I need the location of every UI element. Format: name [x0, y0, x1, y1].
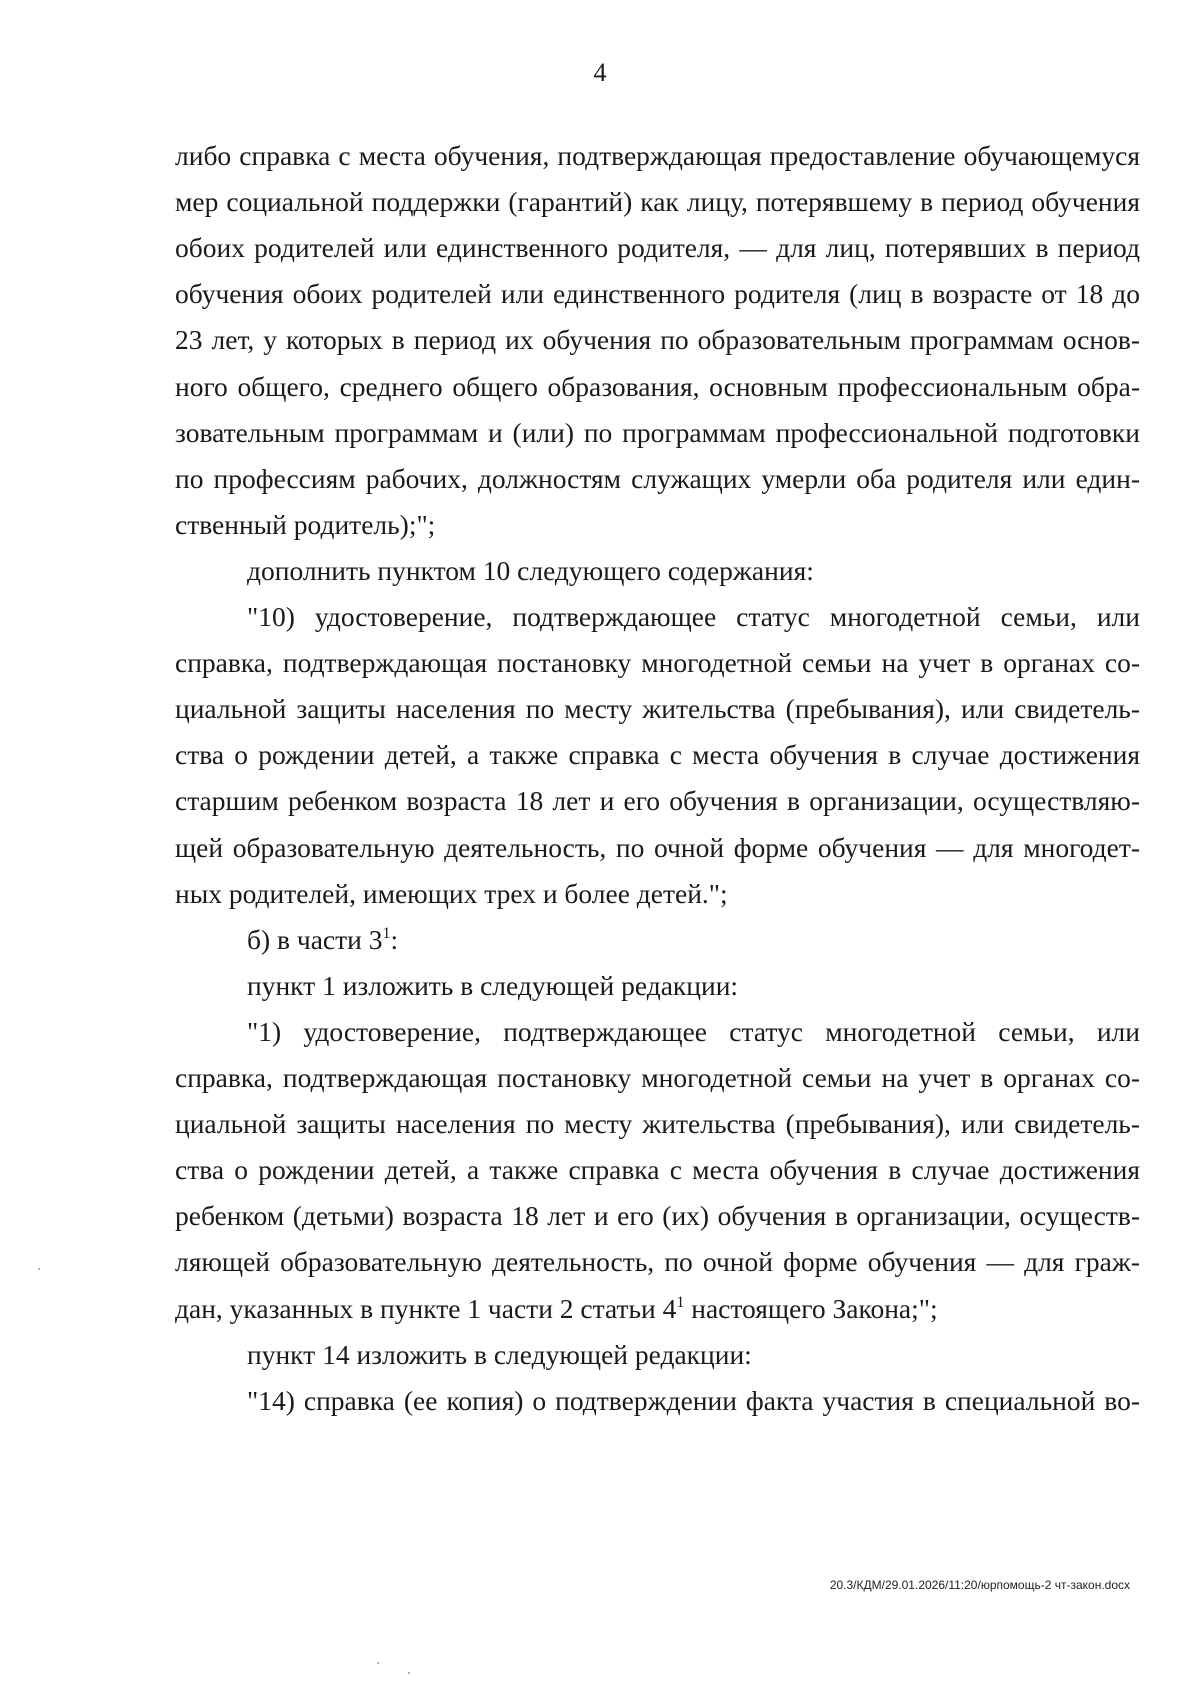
text-line-content: либо справка с места обучения, подтверждающая предоставление обучающемуся: [175, 140, 1140, 171]
text-line-content: по профессиям рабочих, должностям служащих умерли оба родителя или един-: [175, 462, 1140, 494]
text-line-content: ных родителей, имеющих трех и более детей.";: [175, 877, 728, 909]
text-line-content: обучения обоих родителей или единственного родителя (лиц в возрасте от 18 до: [175, 278, 1140, 310]
text-line: [175, 456, 1140, 502]
text-line: [175, 778, 1140, 824]
page-number: 4: [593, 58, 607, 87]
text-line-content: ственный родитель);";: [175, 508, 436, 540]
text-line-content: "10) удостоверение, подтверждающее статус многодетной семьи, или: [247, 601, 1140, 632]
text-line-content: ства о рождении детей, а также справка с места обучения в случае достижения: [175, 1154, 1140, 1186]
text-line: [175, 640, 1140, 686]
text-line-content: старшим ребенком возраста 18 лет и его обучения в организации, осуществляю-: [175, 785, 1140, 817]
superscript: 1: [676, 1293, 685, 1311]
scan-speck: [377, 1662, 379, 1664]
text-line: [247, 1378, 1140, 1424]
text-line-content: пункт 14 изложить в следующей редакции:: [247, 1338, 752, 1370]
text-line-content: б) в части 3: [247, 923, 383, 955]
text-line-content: пункт 1 изложить в следующей редакции:: [247, 969, 739, 1001]
text-line: [175, 686, 1140, 732]
text-line-content: ляющей образовательную деятельность, по очной форме обучения — для граж-: [175, 1246, 1140, 1278]
text-line: [175, 364, 1140, 410]
text-line-tail: :: [390, 923, 399, 955]
text-line: [247, 1009, 1140, 1055]
text-line: [175, 410, 1140, 456]
text-line: [175, 502, 1140, 548]
text-line: [175, 133, 1140, 179]
superscript: 1: [382, 924, 391, 942]
text-line: [175, 825, 1140, 871]
text-line: [247, 548, 1140, 594]
file-stamp: 20.3/КДМ/29.01.2026/11:20/юрпомощь-2 чт-закон.docx: [829, 1578, 1130, 1592]
scan-speck: [408, 1672, 410, 1674]
text-line: [247, 1332, 1140, 1378]
text-line: [175, 271, 1140, 317]
text-line: [247, 594, 1140, 640]
text-line-content: "1) удостоверение, подтверждающее статус многодетной семьи, или: [247, 1015, 1140, 1047]
text-line: [175, 225, 1140, 271]
text-line: [247, 963, 1140, 1009]
text-line: [175, 1193, 1140, 1239]
text-line: [247, 917, 1140, 963]
scan-speck: [38, 1268, 40, 1270]
text-line: [175, 1286, 1140, 1332]
text-line-content: "14) справка (ее копия) о подтверждении факта участия в специальной во-: [247, 1384, 1140, 1416]
text-line-content: 23 лет, у которых в период их обучения по образовательным программам основ-: [175, 324, 1140, 356]
text-line-content: дан, указанных в пункте 1 части 2 статьи 4: [175, 1292, 677, 1324]
text-line-content: щей образовательную деятельность, по очной форме обучения — для многодет-: [175, 831, 1140, 863]
text-line-content: мер социальной поддержки (гарантий) как лицу, потерявшему в период обучения: [175, 186, 1140, 218]
text-line: [175, 871, 1140, 917]
text-line: [175, 1055, 1140, 1101]
text-line-content: ного общего, среднего общего образования, основным профессиональным обра-: [175, 370, 1140, 402]
text-line-content: обоих родителей или единственного родителя, — для лиц, потерявших в период: [175, 232, 1140, 264]
text-line-tail: настоящего Закона;";: [684, 1292, 938, 1324]
text-line: [175, 179, 1140, 225]
text-line: [175, 317, 1140, 363]
text-line: [175, 1147, 1140, 1193]
text-line: [175, 1239, 1140, 1285]
text-line-content: дополнить пунктом 10 следующего содержания:: [247, 554, 814, 586]
text-line-content: зовательным программам и (или) по программам профессиональной подготовки: [175, 416, 1140, 448]
text-line: [175, 732, 1140, 778]
text-line-content: ства о рождении детей, а также справка с места обучения в случае достижения: [175, 739, 1140, 771]
text-line: [175, 1101, 1140, 1147]
text-line-content: циальной защиты населения по месту жительства (пребывания), или свидетель-: [175, 693, 1140, 725]
text-line-content: справка, подтверждающая постановку многодетной семьи на учет в органах со-: [175, 1062, 1140, 1093]
text-line-content: справка, подтверждающая постановку многодетной семьи на учет в органах со-: [175, 647, 1140, 679]
text-line-content: ребенком (детьми) возраста 18 лет и его (их) обучения в организации, осуществ-: [175, 1200, 1140, 1232]
text-line-content: циальной защиты населения по месту жительства (пребывания), или свидетель-: [175, 1108, 1140, 1140]
